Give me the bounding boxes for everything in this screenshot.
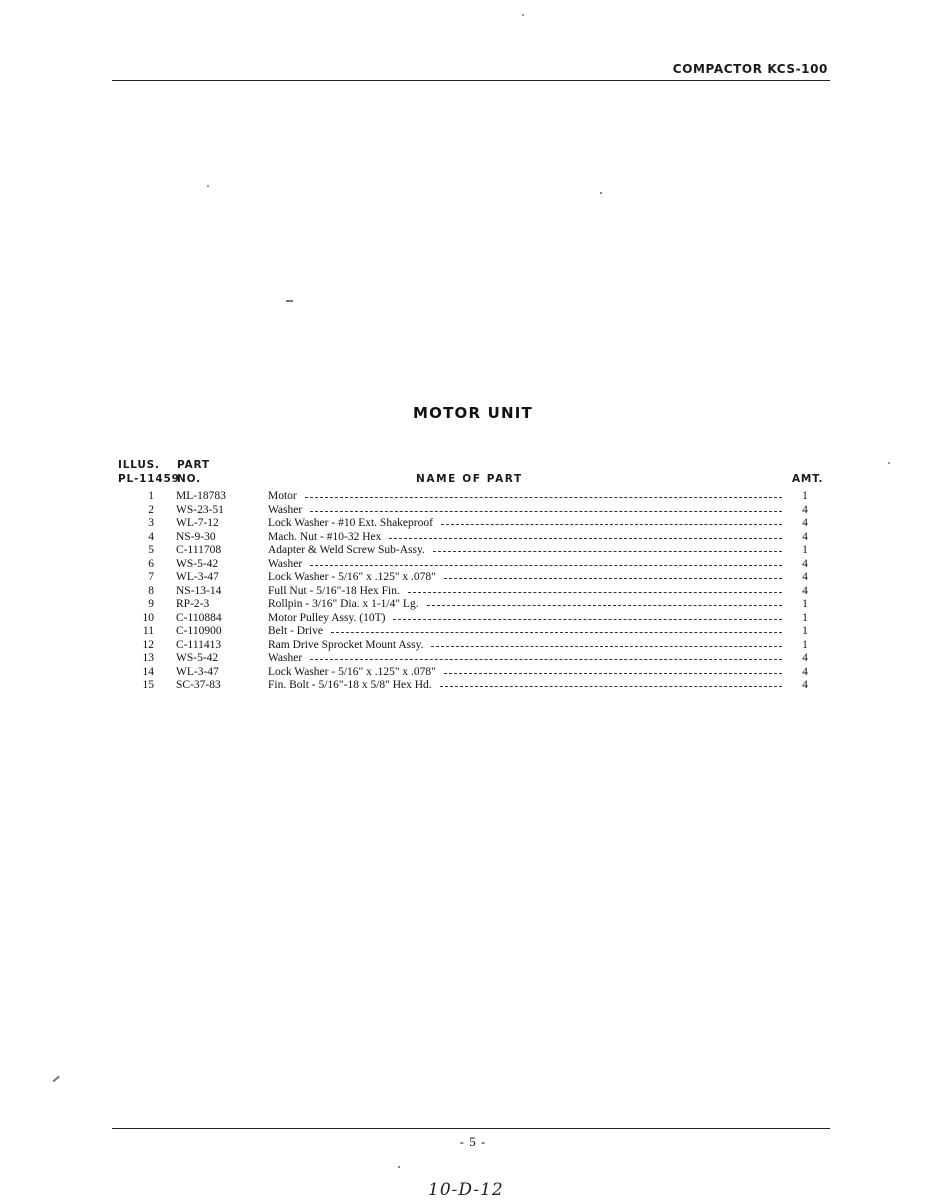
table-row xyxy=(0,558,946,572)
dotted-leader xyxy=(389,538,782,539)
dotted-leader xyxy=(408,592,782,593)
table-row xyxy=(0,544,946,558)
part-name-cell xyxy=(268,571,786,585)
dotted-leader xyxy=(393,619,782,620)
dotted-leader xyxy=(305,497,782,498)
quantity: 1 xyxy=(802,598,808,610)
part-name: Washer xyxy=(268,557,303,570)
part-number: WS-5-42 xyxy=(176,652,219,664)
table-row xyxy=(0,639,946,653)
dotted-leader xyxy=(431,646,782,647)
quantity: 4 xyxy=(802,584,808,597)
part-number: NS-9-30 xyxy=(176,530,216,543)
scan-speck xyxy=(888,462,890,464)
table-row xyxy=(0,679,946,693)
part-number: RP-2-3 xyxy=(176,598,210,610)
column-header-part: PART xyxy=(177,459,210,471)
part-number: SC-37-83 xyxy=(176,679,221,691)
scan-speck xyxy=(207,185,209,187)
footer-rule xyxy=(112,1128,830,1129)
quantity: 1 xyxy=(802,544,808,556)
part-number: C-111708 xyxy=(176,544,222,556)
item-number: 12 xyxy=(142,638,154,651)
section-title: MOTOR UNIT xyxy=(413,404,533,422)
part-number: WL-3-47 xyxy=(176,665,219,678)
dotted-leader xyxy=(310,565,782,566)
table-row xyxy=(0,612,946,626)
dotted-leader xyxy=(440,686,782,687)
dotted-leader xyxy=(433,551,782,552)
item-number: 13 xyxy=(142,652,154,664)
handwritten-date: 10-D-12 xyxy=(428,1180,504,1200)
part-name: Washer xyxy=(268,503,303,516)
dotted-leader xyxy=(444,673,782,674)
quantity: 4 xyxy=(802,679,808,691)
part-name: Lock Washer - #10 Ext. Shakeproof xyxy=(268,517,433,529)
part-name-cell xyxy=(268,652,786,666)
scan-speck xyxy=(52,1076,59,1082)
item-number: 2 xyxy=(148,503,154,516)
part-name-cell xyxy=(268,531,786,545)
part-number: NS-13-14 xyxy=(176,584,222,597)
part-name: Lock Washer - 5/16" x .125" x .078" xyxy=(268,571,436,583)
item-number: 8 xyxy=(148,584,154,597)
column-header-illus: ILLUS. xyxy=(118,459,160,471)
scan-speck xyxy=(398,1166,400,1168)
part-name: Mach. Nut - #10-32 Hex xyxy=(268,530,382,543)
part-name-cell xyxy=(268,504,786,518)
header-title: COMPACTOR KCS-100 xyxy=(672,62,828,76)
quantity: 4 xyxy=(802,503,808,516)
table-row xyxy=(0,652,946,666)
quantity: 4 xyxy=(802,571,808,583)
scan-speck xyxy=(286,300,293,302)
item-number: 5 xyxy=(148,544,154,556)
part-name-cell xyxy=(268,679,786,693)
part-name: Full Nut - 5/16"-18 Hex Fin. xyxy=(268,584,400,597)
scan-speck xyxy=(522,14,524,16)
scan-speck xyxy=(600,192,602,194)
quantity: 4 xyxy=(802,665,808,678)
part-name-cell xyxy=(268,612,786,626)
part-name: Motor Pulley Assy. (10T) xyxy=(268,611,386,624)
part-name: Fin. Bolt - 5/16"-18 x 5/8" Hex Hd. xyxy=(268,679,432,691)
quantity: 4 xyxy=(802,557,808,570)
table-row xyxy=(0,517,946,531)
part-name-cell xyxy=(268,666,786,680)
part-number: WL-3-47 xyxy=(176,571,219,583)
part-name-cell xyxy=(268,558,786,572)
part-name-cell xyxy=(268,490,786,504)
table-row xyxy=(0,585,946,599)
item-number: 15 xyxy=(142,679,154,691)
part-name-cell xyxy=(268,517,786,531)
part-name-cell xyxy=(268,598,786,612)
part-number: WS-5-42 xyxy=(176,557,219,570)
dotted-leader xyxy=(310,659,782,660)
item-number: 1 xyxy=(148,490,154,502)
quantity: 4 xyxy=(802,517,808,529)
part-name-cell xyxy=(268,585,786,599)
quantity: 1 xyxy=(802,638,808,651)
part-number: ML-18783 xyxy=(176,490,226,502)
item-number: 4 xyxy=(148,530,154,543)
quantity: 1 xyxy=(802,611,808,624)
column-header-amt: AMT. xyxy=(792,473,824,485)
item-number: 10 xyxy=(142,611,154,624)
dotted-leader xyxy=(441,524,782,525)
item-number: 11 xyxy=(142,625,154,637)
table-row xyxy=(0,504,946,518)
column-header-part-no: NO. xyxy=(177,473,201,485)
part-name: Washer xyxy=(268,652,303,664)
table-row xyxy=(0,666,946,680)
quantity: 4 xyxy=(802,530,808,543)
header-rule xyxy=(112,80,830,81)
table-row xyxy=(0,531,946,545)
part-number: C-110884 xyxy=(176,611,222,624)
table-row xyxy=(0,598,946,612)
dotted-leader xyxy=(444,578,782,579)
part-name: Ram Drive Sprocket Mount Assy. xyxy=(268,638,424,651)
item-number: 14 xyxy=(142,665,154,678)
quantity: 4 xyxy=(802,652,808,664)
part-name: Motor xyxy=(268,490,297,502)
part-number: C-111413 xyxy=(176,638,222,651)
table-row xyxy=(0,490,946,504)
dotted-leader xyxy=(331,632,782,633)
item-number: 6 xyxy=(148,557,154,570)
quantity: 1 xyxy=(802,625,808,637)
item-number: 3 xyxy=(148,517,154,529)
table-row xyxy=(0,571,946,585)
table-row xyxy=(0,625,946,639)
dotted-leader xyxy=(310,511,782,512)
part-number: C-110900 xyxy=(176,625,222,637)
part-name: Belt - Drive xyxy=(268,625,323,637)
part-number: WL-7-12 xyxy=(176,517,219,529)
page-number: - 5 - xyxy=(459,1134,487,1149)
part-number: WS-23-51 xyxy=(176,503,224,516)
part-name: Lock Washer - 5/16" x .125" x .078" xyxy=(268,665,436,678)
part-name-cell xyxy=(268,544,786,558)
part-name: Adapter & Weld Screw Sub-Assy. xyxy=(268,544,425,556)
parts-list xyxy=(0,490,946,693)
part-name-cell xyxy=(268,625,786,639)
part-name: Rollpin - 3/16" Dia. x 1-1/4" Lg. xyxy=(268,598,419,610)
column-header-illus-ref: PL-11459 xyxy=(118,473,180,485)
item-number: 9 xyxy=(148,598,154,610)
column-header-name: NAME OF PART xyxy=(416,473,523,485)
quantity: 1 xyxy=(802,490,808,502)
item-number: 7 xyxy=(148,571,154,583)
part-name-cell xyxy=(268,639,786,653)
dotted-leader xyxy=(427,605,782,606)
